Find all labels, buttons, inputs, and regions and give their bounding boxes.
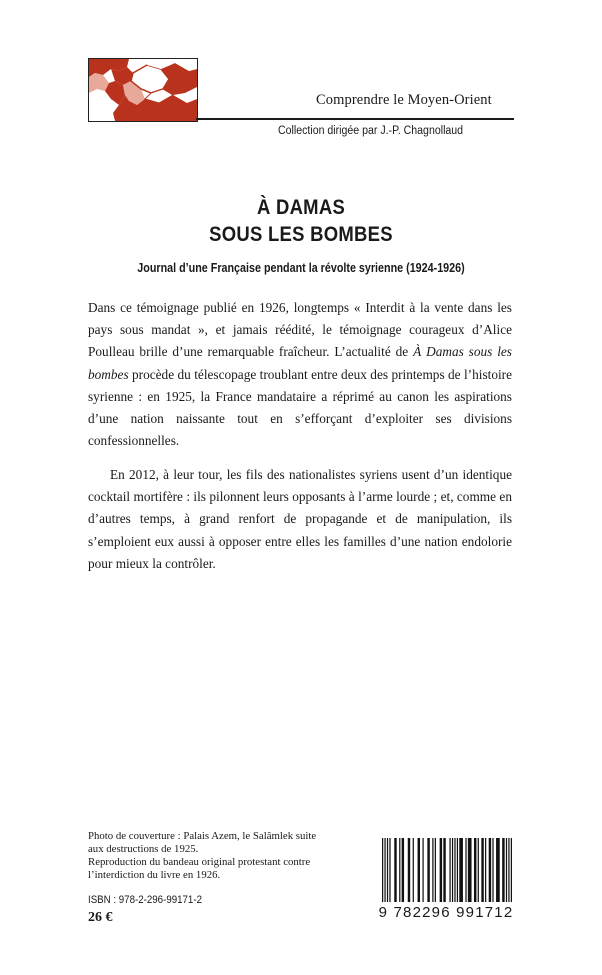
barcode-bar — [427, 838, 429, 902]
credit-line: l’interdiction du livre en 1926. — [88, 869, 221, 881]
blurb-text: Dans ce témoignage publié en 1926, longtemps « Interdit à la vente dans les pays sous mandat », et jamais réédité, le témoignage courageux d’Alice Poulleau brille d’une remarquable fraîcheur. L’actualité de — [88, 300, 512, 360]
barcode-bar — [389, 838, 390, 902]
credit-line: Photo de couverture : Palais Azem, le Salâmlek suite — [88, 830, 317, 842]
blurb-paragraph-1 — [88, 297, 512, 452]
barcode-bar — [399, 838, 400, 902]
barcode-bar — [394, 838, 396, 902]
barcode-bar — [474, 838, 476, 902]
collection-editor: Collection dirigée par J.-P. Chagnollaud — [278, 125, 464, 137]
series-logo — [88, 58, 198, 122]
book-title-line1: À DAMAS — [256, 195, 346, 219]
barcode-bar — [468, 838, 472, 902]
barcode-bar — [384, 838, 385, 902]
barcode-bar — [481, 838, 483, 902]
barcode-digits: 9 782296 991712 — [378, 904, 514, 921]
barcode-bar — [443, 838, 445, 902]
book-title-line2: SOUS LES BOMBES — [209, 222, 393, 246]
credit-line: aux destructions de 1925. — [88, 843, 199, 855]
barcode-bar — [506, 838, 507, 902]
blurb-text: procède du télescopage troublant entre deux des printemps de l’histoire syrienne : en 1925, la France mandataire a réprimé au canon les aspirations d’une nation naissante tout en s’efforçant d’exploiter ses divisions confessionnelles. — [88, 366, 512, 449]
photo-credits — [88, 830, 358, 882]
barcode-bar — [492, 838, 493, 902]
barcode — [382, 838, 512, 902]
barcode-bar — [432, 838, 433, 902]
middle-east-map-icon — [89, 59, 197, 121]
barcode-bar — [435, 838, 436, 902]
book-subtitle: Journal d’une Française pendant la révolte syrienne (1924-1926) — [137, 261, 465, 275]
barcode-bar — [422, 838, 423, 902]
barcode-bar — [465, 838, 466, 902]
barcode-bar — [413, 838, 414, 902]
barcode-bar — [485, 838, 486, 902]
blurb-paragraph-2: En 2012, à leur tour, les fils des nationalistes syriens usent d’un identique cocktail mortifère : ils pilonnent leurs opposants à l’arme lourde ; et, comme en d’autres temps, à grand renfort de propagande et de manipulation, ils s’emploient eux aussi à opposer entre elles les familles d’une nation endolorie pour mieux la contrôler. — [88, 467, 512, 571]
barcode-bar — [496, 838, 500, 902]
barcode-bar — [452, 838, 453, 902]
blurb-book-title: À Damas sous les bombes — [88, 344, 512, 382]
barcode-bar — [440, 838, 442, 902]
barcode-bar — [382, 838, 383, 902]
barcode-bar — [459, 838, 463, 902]
price: 26 € — [88, 910, 113, 925]
barcode-bar — [454, 838, 455, 902]
barcode-bar — [478, 838, 479, 902]
barcode-bar — [511, 838, 512, 902]
barcode-bar — [408, 838, 410, 902]
barcode-bar — [457, 838, 458, 902]
barcode-bar — [502, 838, 504, 902]
header-divider — [196, 118, 514, 120]
barcode-bar — [508, 838, 509, 902]
credit-line: Reproduction du bandeau original protestant contre — [88, 856, 311, 868]
barcode-bar — [387, 838, 388, 902]
series-title: Comprendre le Moyen-Orient — [316, 92, 492, 108]
barcode-bar — [402, 838, 404, 902]
barcode-bar — [489, 838, 491, 902]
barcode-bar — [418, 838, 420, 902]
isbn: ISBN : 978-2-296-99171-2 — [88, 894, 202, 906]
barcode-bar — [449, 838, 450, 902]
